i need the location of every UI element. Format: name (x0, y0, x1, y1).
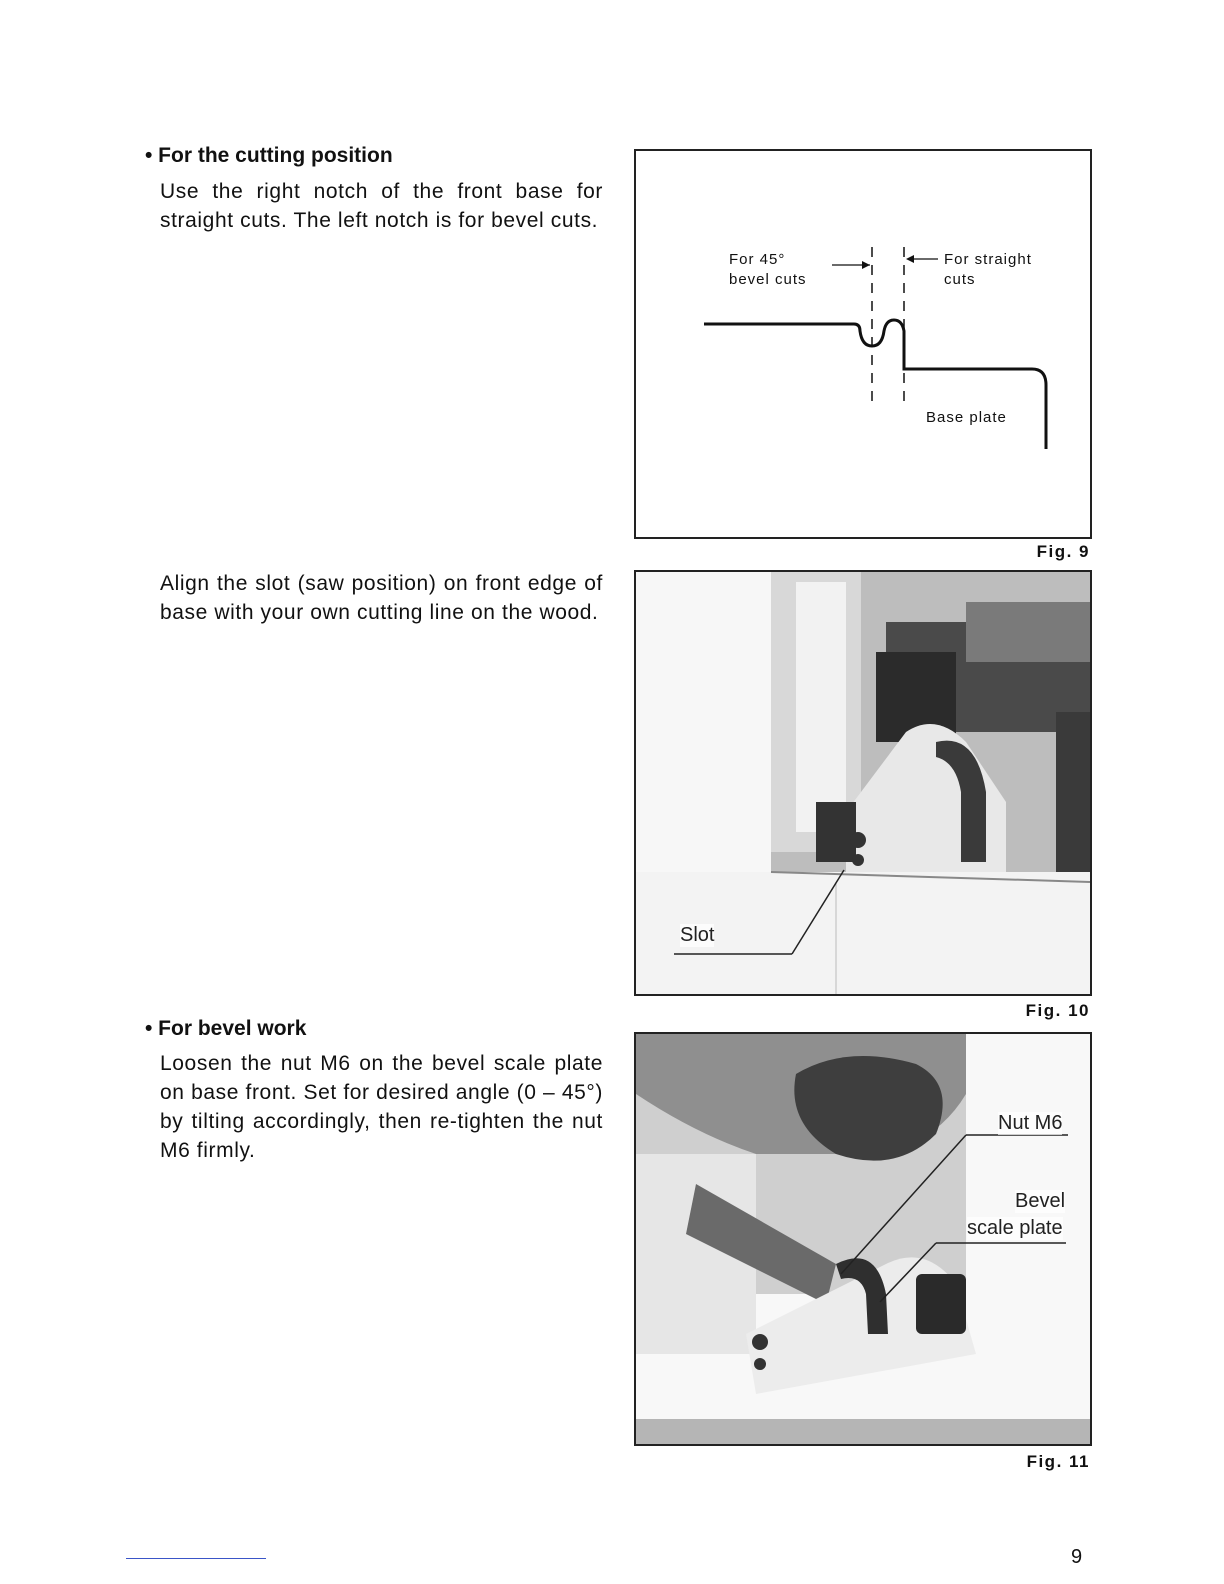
for-45-label-line2: bevel cuts (729, 271, 807, 288)
align-slot-text: Align the slot (saw position) on front edge of base with your own cutting line on the wood. (160, 572, 603, 624)
nut-m6-label: Nut M6 (998, 1112, 1063, 1134)
fig9-label: Fig. 9 (1036, 542, 1090, 561)
fig11-label: Fig. 11 (1026, 1452, 1090, 1471)
cutting-position-text: Use the right notch of the front base for straight cuts. The left notch is for bevel cuts. (160, 180, 603, 232)
bevel-work-text: Loosen the nut M6 on the bevel scale plate on base front. Set for desired angle (0 – 45°) by tilting accordingly, then re-tighten the nut M6 firmly. (160, 1052, 603, 1162)
base-plate-label: Base plate (926, 409, 1007, 426)
base-notch-diagram (636, 151, 1090, 537)
fig10-photo (634, 570, 1092, 996)
bevel-label-line2: scale plate (967, 1217, 1063, 1239)
for-straight-label-line2: cuts (944, 271, 976, 288)
bevel-label-line1: Bevel (1015, 1190, 1066, 1212)
bevel-work-heading: • For bevel work (145, 1017, 307, 1040)
fig11-photo (634, 1032, 1092, 1446)
page-number: 9 (1071, 1546, 1083, 1568)
fig10-label: Fig. 10 (1025, 1001, 1090, 1020)
cutting-position-heading: • For the cutting position (145, 144, 393, 167)
fig9-diagram (634, 149, 1092, 539)
for-straight-label-line1: For straight (944, 251, 1032, 268)
for-45-label-line1: For 45° (729, 251, 786, 268)
footer-rule (126, 1558, 266, 1559)
slot-label: Slot (680, 924, 715, 946)
